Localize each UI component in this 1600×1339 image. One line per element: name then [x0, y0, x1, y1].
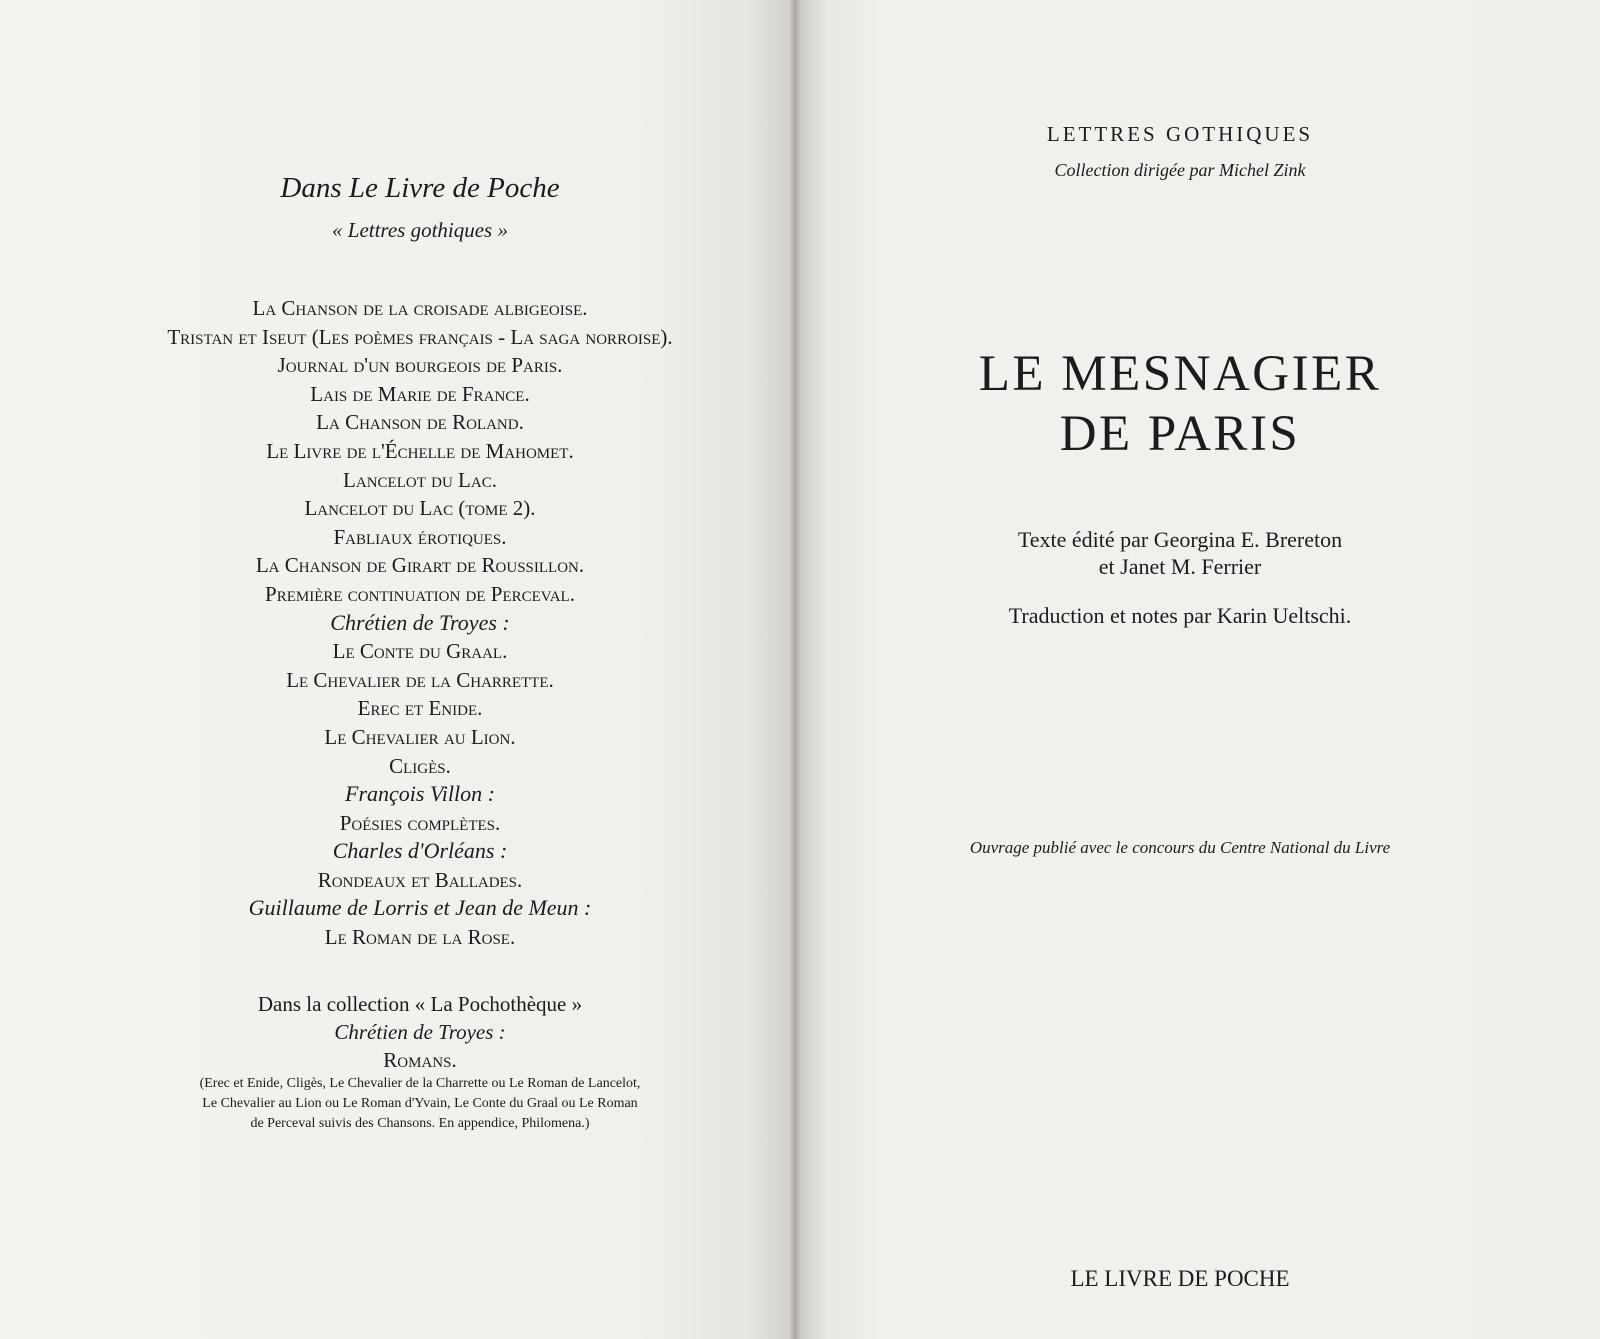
collection-director: Collection dirigée par Michel Zink: [1054, 160, 1306, 180]
book-title-item: Journal d'un bourgeois de Paris.: [277, 353, 563, 378]
book-title-item: La Chanson de Girart de Roussillon.: [255, 553, 585, 578]
author-heading: Guillaume de Lorris et Jean de Meun :: [248, 895, 592, 921]
editors-line: Texte édité par Georgina E. Brereton: [1017, 527, 1343, 552]
book-title-item: Lancelot du Lac (tome 2).: [304, 496, 536, 521]
book-title-item: Fabliaux érotiques.: [333, 524, 507, 549]
book-title-item: Le Conte du Graal.: [332, 639, 508, 664]
pochotheque-title: Romans.: [383, 1048, 457, 1072]
book-title-item: Le Chevalier de la Charrette.: [286, 667, 554, 692]
book-title-item: Première continuation de Perceval.: [265, 581, 575, 606]
author-heading: Charles d'Orléans :: [332, 838, 508, 864]
series-heading: Dans Le Livre de Poche: [280, 172, 560, 204]
book-title-line: LE MESNAGIER: [978, 346, 1382, 402]
title-list: [120, 294, 720, 952]
book-title-item: Rondeaux et Ballades.: [317, 867, 523, 892]
series-subheading: « Lettres gothiques »: [332, 218, 508, 242]
pochotheque-block: [120, 990, 720, 1134]
author-heading: Chrétien de Troyes :: [330, 609, 510, 635]
book-title-item: Poésies complètes.: [339, 810, 501, 835]
pochotheque-note-line: (Erec et Enide, Cligès, Le Chevalier de la Charrette ou Le Roman de Lancelot,: [199, 1076, 641, 1091]
book-title: [880, 344, 1480, 464]
book-title-item: Tristan et Iseut (Les poèmes français - La saga norroise).: [167, 324, 673, 349]
book-gutter: [790, 0, 800, 1339]
book-title-item: Lancelot du Lac.: [343, 467, 497, 492]
book-title-item: La Chanson de la croisade albigeoise.: [252, 296, 588, 320]
author-heading: François Villon :: [345, 781, 495, 807]
pochotheque-note-line: de Perceval suivis des Chansons. En appendice, Philomena.): [250, 1116, 590, 1131]
book-title-line: DE PARIS: [1059, 406, 1301, 462]
publisher-name: LE LIVRE DE POCHE: [1070, 1266, 1290, 1291]
pochotheque-note-line: Le Chevalier au Lion ou Le Roman d'Yvain, Le Conte du Graal ou Le Roman: [202, 1096, 638, 1111]
right-page: [796, 0, 1600, 1339]
book-title-item: Le Chevalier au Lion.: [324, 724, 516, 749]
publication-note: Ouvrage publié avec le concours du Centre National du Livre: [969, 838, 1391, 857]
pochotheque-author: Chrétien de Troyes :: [334, 1020, 506, 1044]
book-title-item: Le Livre de l'Échelle de Mahomet.: [266, 438, 574, 463]
pochotheque-line: Dans la collection « La Pochothèque »: [257, 992, 583, 1016]
editors-line: et Janet M. Ferrier: [1098, 554, 1262, 579]
book-title-item: Lais de Marie de France.: [310, 381, 530, 406]
book-title-item: Erec et Enide.: [357, 696, 483, 721]
collection-name: LETTRES GOTHIQUES: [1046, 122, 1314, 146]
translation-credit: Traduction et notes par Karin Ueltschi.: [1008, 603, 1352, 628]
editors-credit: [880, 526, 1480, 580]
book-title-item: La Chanson de Roland.: [316, 410, 524, 435]
book-title-item: Cligès.: [389, 753, 451, 778]
book-title-item: Le Roman de la Rose.: [324, 925, 516, 950]
